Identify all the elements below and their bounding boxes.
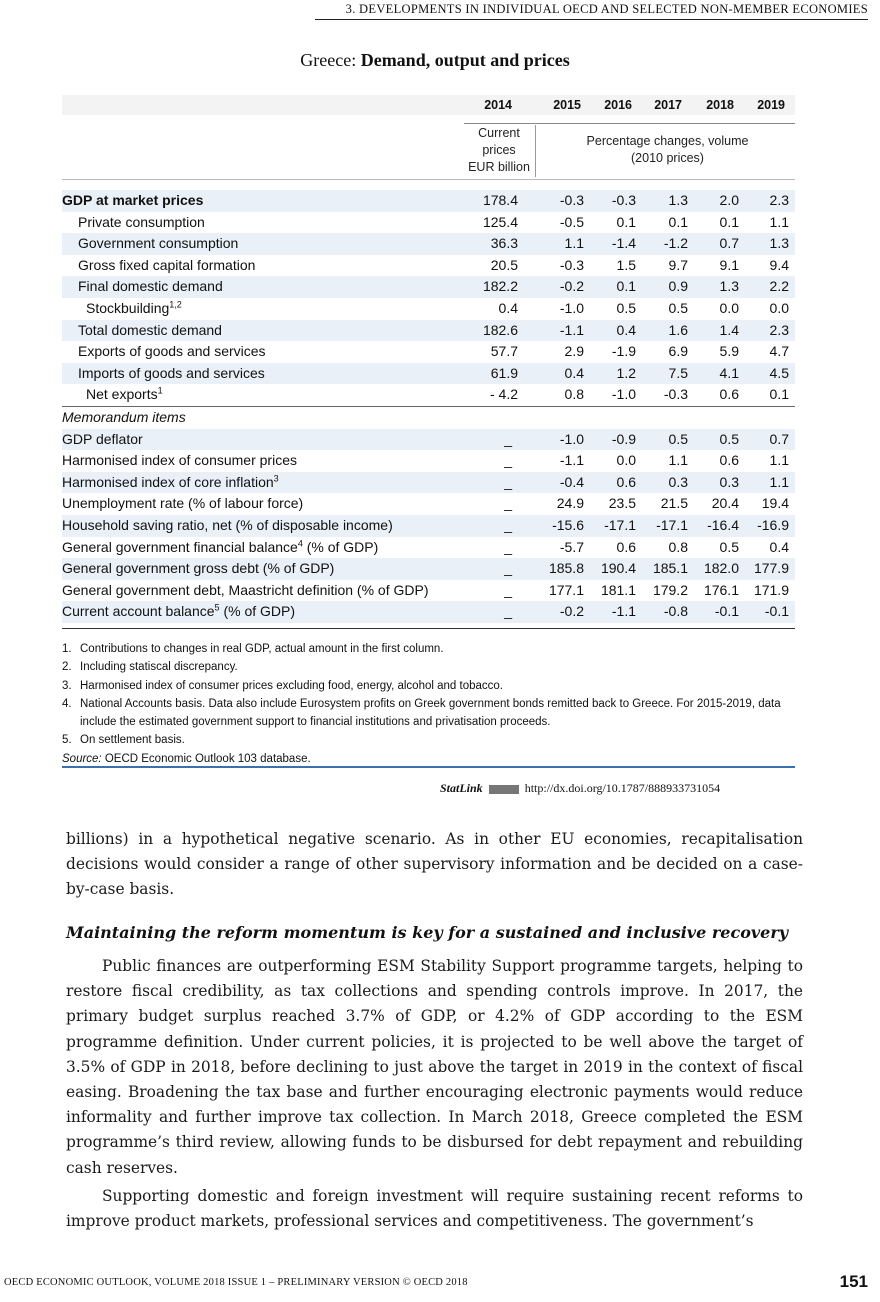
cell-value: 1.5 xyxy=(616,256,636,273)
cell-value: 0.5 xyxy=(719,538,739,555)
year-header-row xyxy=(62,95,795,115)
row-label-text: Total domestic demand xyxy=(78,321,222,338)
cell-value: 1.3 xyxy=(719,278,739,295)
cell-value: _ xyxy=(504,603,512,620)
cell-value: -0.3 xyxy=(559,192,584,208)
cell-value: 0.4 xyxy=(769,538,789,555)
row-label-text: Unemployment rate (% of labour force) xyxy=(62,495,304,512)
cell-value: 19.4 xyxy=(761,495,789,512)
footnote-ref: 1 xyxy=(157,385,163,396)
cell-value: 2.3 xyxy=(769,321,789,338)
cell-value: 2.0 xyxy=(719,192,739,208)
row-label-suffix: (% of GDP) xyxy=(302,538,379,555)
cell-value: -1.1 xyxy=(559,452,584,469)
col-head-line: Current xyxy=(478,126,520,140)
footnote-ref: 4 xyxy=(297,537,303,548)
cell-value: 0.0 xyxy=(616,452,636,469)
year-header: 2019 xyxy=(757,98,785,112)
cell-value: 61.9 xyxy=(490,364,518,381)
cell-value: 177.9 xyxy=(753,560,789,577)
cell-value: 181.1 xyxy=(600,581,636,598)
footnote-text: Including statiscal discrepancy. xyxy=(80,661,238,674)
section-subheading: Maintaining the reform momentum is key for a sustained and inclusive recovery xyxy=(66,923,789,942)
cell-value: 24.9 xyxy=(556,495,584,512)
footnote-text: Contributions to changes in real GDP, actual amount in the first column. xyxy=(80,643,444,655)
cell-value: 0.4 xyxy=(616,321,636,338)
cell-value: 176.1 xyxy=(703,581,739,598)
row-label xyxy=(62,601,295,623)
cell-value: -1.1 xyxy=(559,321,584,338)
footnote-number: 5. xyxy=(62,734,72,747)
cell-value: -0.9 xyxy=(611,430,636,447)
row-label-text: General government debt, Maastricht definition (% of GDP) xyxy=(62,581,429,598)
footnote-ref: 3 xyxy=(273,473,279,484)
year-header: 2016 xyxy=(604,98,632,112)
footnote xyxy=(62,640,802,658)
statlink-url[interactable]: http://dx.doi.org/10.1787/888933731054 xyxy=(524,781,721,795)
col-head-current-prices xyxy=(464,125,534,176)
memo-row xyxy=(62,601,795,623)
row-label-text: Government consumption xyxy=(78,235,239,252)
row-label-text: Imports of goods and services xyxy=(78,364,265,381)
cell-value: 171.9 xyxy=(753,581,789,598)
cell-value: 0.9 xyxy=(668,278,688,295)
cell-value: -1.0 xyxy=(611,386,636,403)
col-head-line: prices xyxy=(482,143,516,157)
cell-value: 2.9 xyxy=(564,343,584,360)
cell-value: -0.3 xyxy=(663,386,688,403)
footnote xyxy=(62,677,802,695)
footnote-number: 4. xyxy=(62,697,72,710)
cell-value: 182.6 xyxy=(482,321,518,338)
cell-value: 0.5 xyxy=(668,430,688,447)
cell-value: -17.1 xyxy=(656,517,688,533)
memo-row xyxy=(62,429,795,451)
cell-value: -16.9 xyxy=(757,517,789,533)
cell-value: _ xyxy=(504,473,512,490)
cell-value: 4.5 xyxy=(769,364,789,381)
cell-value: 1.1 xyxy=(769,213,789,230)
cell-value: 0.6 xyxy=(719,386,739,403)
memo-row xyxy=(62,472,795,494)
footnote xyxy=(62,658,802,676)
table-notes xyxy=(62,640,802,768)
cell-value: 2.3 xyxy=(769,192,789,208)
cell-value: _ xyxy=(504,517,512,533)
header-rule xyxy=(464,123,795,124)
cell-value: 182.2 xyxy=(482,278,518,295)
cell-value: 190.4 xyxy=(600,560,636,577)
table-row xyxy=(62,255,795,277)
cell-value: 0.0 xyxy=(769,300,789,316)
row-label-text: Final domestic demand xyxy=(78,278,223,295)
cell-value: 0.8 xyxy=(564,386,584,403)
row-label-text: Current account balance xyxy=(62,603,215,620)
cell-value: -1.0 xyxy=(559,300,584,316)
cell-value: 0.7 xyxy=(769,430,789,447)
memorandum-title: Memorandum items xyxy=(62,409,186,425)
row-label xyxy=(78,233,238,255)
title-bold: Demand, output and prices xyxy=(360,50,570,70)
cell-value: 4.7 xyxy=(769,343,789,360)
cell-value: 0.3 xyxy=(719,473,739,490)
cell-value: -0.8 xyxy=(663,603,688,620)
statlink-label: StatLink xyxy=(440,781,483,795)
cell-value: 1.3 xyxy=(769,235,789,252)
cell-value: -0.5 xyxy=(559,213,584,230)
row-label xyxy=(62,558,334,580)
cell-value: 185.8 xyxy=(548,560,584,577)
table-end-rule xyxy=(62,628,795,629)
table-row xyxy=(62,233,795,255)
cell-value: -1.1 xyxy=(611,603,636,620)
cell-value: -1.4 xyxy=(611,235,636,252)
cell-value: 177.1 xyxy=(548,581,584,598)
cell-value: -0.3 xyxy=(611,192,636,208)
footnote xyxy=(62,695,802,732)
cell-value: 20.4 xyxy=(711,495,739,512)
header-bottom-rule xyxy=(62,179,795,180)
row-label-text: Net exports xyxy=(86,386,158,403)
cell-value: 125.4 xyxy=(482,213,518,230)
cell-value: 1.2 xyxy=(616,364,636,381)
cell-value: 9.4 xyxy=(769,256,789,273)
page-footer: OECD ECONOMIC OUTLOOK, VOLUME 2018 ISSUE 1 – PRELIMINARY VERSION © OECD 2018 xyxy=(4,1277,468,1288)
cell-value: 0.0 xyxy=(719,300,739,316)
row-label-text: Exports of goods and services xyxy=(78,343,266,360)
cell-value: -0.2 xyxy=(559,278,584,295)
row-label-text: GDP deflator xyxy=(62,430,143,447)
table-row xyxy=(62,276,795,298)
cell-value: 36.3 xyxy=(490,235,518,252)
cell-value: 1.1 xyxy=(769,452,789,469)
row-label xyxy=(62,537,378,559)
cell-value: 0.6 xyxy=(616,473,636,490)
table-row xyxy=(62,212,795,234)
row-label-text: Household saving ratio, net (% of disposable income) xyxy=(62,517,393,533)
memo-row xyxy=(62,515,795,537)
cell-value: 182.0 xyxy=(703,560,739,577)
row-label xyxy=(62,190,203,212)
memo-row xyxy=(62,493,795,515)
page-number: 151 xyxy=(839,1272,868,1291)
cell-value: 0.1 xyxy=(769,386,789,403)
row-label xyxy=(62,429,143,451)
title-prefix: Greece: xyxy=(300,50,361,70)
cell-value: _ xyxy=(504,581,512,598)
table-row xyxy=(62,320,795,342)
cell-value: 0.6 xyxy=(616,538,636,555)
cell-value: 0.5 xyxy=(668,300,688,316)
row-label xyxy=(86,298,182,320)
cell-value: 1.1 xyxy=(564,235,584,252)
row-label-text: Harmonised index of core inflation xyxy=(62,473,274,490)
col-head-percentage xyxy=(540,133,795,167)
cell-value: 7.5 xyxy=(668,364,688,381)
cell-value: -15.6 xyxy=(552,517,584,533)
cell-value: -1.0 xyxy=(559,430,584,447)
row-label xyxy=(78,255,255,277)
year-header: 2017 xyxy=(654,98,682,112)
cell-value: 1.6 xyxy=(668,321,688,338)
cell-value: - 4.2 xyxy=(489,386,518,403)
cell-value: 6.9 xyxy=(668,343,688,360)
cell-value: 0.6 xyxy=(719,452,739,469)
cell-value: 0.1 xyxy=(616,213,636,230)
cell-value: 179.2 xyxy=(652,581,688,598)
row-label-text: GDP at market prices xyxy=(62,192,204,208)
table-row xyxy=(62,341,795,363)
cell-value: -16.4 xyxy=(707,517,739,533)
cell-value: 1.4 xyxy=(719,321,739,338)
row-label xyxy=(62,515,393,537)
cell-value: 185.1 xyxy=(652,560,688,577)
col-head-divider xyxy=(535,125,536,177)
row-label xyxy=(78,363,265,385)
cell-value: 0.4 xyxy=(564,364,584,381)
cell-value: 0.7 xyxy=(719,235,739,252)
cell-value: 0.1 xyxy=(616,278,636,295)
row-label-suffix: (% of GDP) xyxy=(219,603,296,620)
cell-value: 1.3 xyxy=(668,192,688,208)
cell-value: 9.7 xyxy=(668,256,688,273)
cell-value: _ xyxy=(504,538,512,555)
cell-value: -1.2 xyxy=(663,235,688,252)
memo-row xyxy=(62,580,795,602)
row-label xyxy=(78,212,205,234)
row-label xyxy=(62,580,429,602)
footnote xyxy=(62,731,802,749)
statlink-icon xyxy=(489,785,519,794)
source-label: Source: xyxy=(62,752,102,765)
cell-value: _ xyxy=(504,430,512,447)
cell-value: -1.9 xyxy=(611,343,636,360)
footnote-text: On settlement basis. xyxy=(80,734,185,747)
paragraph-1: billions) in a hypothetical negative scenario. As in other EU economies, recapitalisation decisions would consider a range of other supervisory information and be decided on a case-by-case basis. xyxy=(66,830,803,899)
row-label-text: Harmonised index of consumer prices xyxy=(62,452,297,469)
paragraph-3: Supporting domestic and foreign investment will require sustaining recent reforms to improve product markets, professional services and competitiveness. The government’s xyxy=(66,1187,803,1231)
cell-value: -0.4 xyxy=(559,473,584,490)
cell-value: 0.5 xyxy=(719,430,739,447)
cell-value: -0.3 xyxy=(559,256,584,273)
table-title xyxy=(0,50,870,71)
cell-value: _ xyxy=(504,495,512,512)
cell-value: 2.2 xyxy=(769,278,789,295)
table-row xyxy=(62,384,795,406)
cell-value: -0.1 xyxy=(764,603,789,620)
cell-value: -17.1 xyxy=(604,517,636,533)
footnote-ref: 1,2 xyxy=(169,299,182,310)
cell-value: 1.1 xyxy=(668,452,688,469)
cell-value: -0.2 xyxy=(559,603,584,620)
cell-value: 5.9 xyxy=(719,343,739,360)
row-label xyxy=(62,450,297,472)
row-label xyxy=(78,276,223,298)
col-head-line: (2010 prices) xyxy=(631,151,704,165)
cell-value: _ xyxy=(504,452,512,469)
running-header: 3. DEVELOPMENTS IN INDIVIDUAL OECD AND SELECTED NON-MEMBER ECONOMIES xyxy=(315,0,868,20)
table-row xyxy=(62,363,795,385)
statlink[interactable] xyxy=(440,781,720,796)
cell-value: 0.5 xyxy=(616,300,636,316)
cell-value: 20.5 xyxy=(490,256,518,273)
row-label xyxy=(62,493,303,515)
cell-value: 21.5 xyxy=(660,495,688,512)
col-head-line: EUR billion xyxy=(468,160,530,174)
cell-value: 1.1 xyxy=(769,473,789,490)
table-row xyxy=(62,190,795,212)
cell-value: _ xyxy=(504,560,512,577)
year-header: 2014 xyxy=(484,98,512,112)
footnote-number: 1. xyxy=(62,643,72,655)
cell-value: 57.7 xyxy=(490,343,518,360)
paragraph-2: Public finances are outperforming ESM Stability Support programme targets, helping to restore fiscal credibility, as tax collections and spending controls improve. In 2017, the primary budget surplus reached 3.7% of GDP, or 4.2% of GDP according to the ESM programme definition. Under current policies, it is projected to be well above the target of 3.5% of GDP in 2018, before declining to just above the target in 2019 in the context of fiscal easing. Broadening the tax base and further encouraging electronic payments would reduce informality and further improve tax collection. In March 2018, Greece completed the ESM programme’s third review, allowing funds to be disbursed for debt repayment and rebuilding cash reserves. xyxy=(66,957,803,1177)
year-header: 2015 xyxy=(553,98,581,112)
cell-value: 4.1 xyxy=(719,364,739,381)
footnote-text: National Accounts basis. Data also include Eurosystem profits on Greek government bonds remitted back to Greece. For 2015-2019, data include the estimated government support to financial institutions and privatisation proceeds. xyxy=(80,697,781,729)
row-label-text: General government gross debt (% of GDP) xyxy=(62,560,335,577)
row-label xyxy=(62,472,279,494)
cell-value: 0.1 xyxy=(719,213,739,230)
row-label-text: General government financial balance xyxy=(62,538,298,555)
memo-row xyxy=(62,558,795,580)
cell-value: 0.1 xyxy=(668,213,688,230)
footnote-ref: 5 xyxy=(214,602,220,613)
row-label xyxy=(86,384,163,406)
row-label-text: Private consumption xyxy=(78,213,205,230)
cell-value: -5.7 xyxy=(559,538,584,555)
memo-row xyxy=(62,537,795,559)
footnote-text: Harmonised index of consumer prices excluding food, energy, alcohol and tobacco. xyxy=(80,679,503,692)
source-text: OECD Economic Outlook 103 database. xyxy=(101,752,311,765)
col-head-line: Percentage changes, volume xyxy=(586,134,749,148)
footnote-number: 2. xyxy=(62,661,72,674)
year-header: 2018 xyxy=(706,98,734,112)
cell-value: -0.1 xyxy=(714,603,739,620)
cell-value: 9.1 xyxy=(719,256,739,273)
row-label-text: Gross fixed capital formation xyxy=(78,256,256,273)
row-label xyxy=(78,320,222,342)
row-label-text: Stockbuilding xyxy=(86,300,170,316)
cell-value: 0.4 xyxy=(498,300,518,316)
memo-row xyxy=(62,450,795,472)
cell-value: 178.4 xyxy=(482,192,518,208)
row-label xyxy=(78,341,266,363)
cell-value: 0.8 xyxy=(668,538,688,555)
cell-value: 0.3 xyxy=(668,473,688,490)
table-bottom-rule xyxy=(62,766,795,768)
cell-value: 23.5 xyxy=(608,495,636,512)
table-row xyxy=(62,298,795,320)
footnote-number: 3. xyxy=(62,679,72,692)
